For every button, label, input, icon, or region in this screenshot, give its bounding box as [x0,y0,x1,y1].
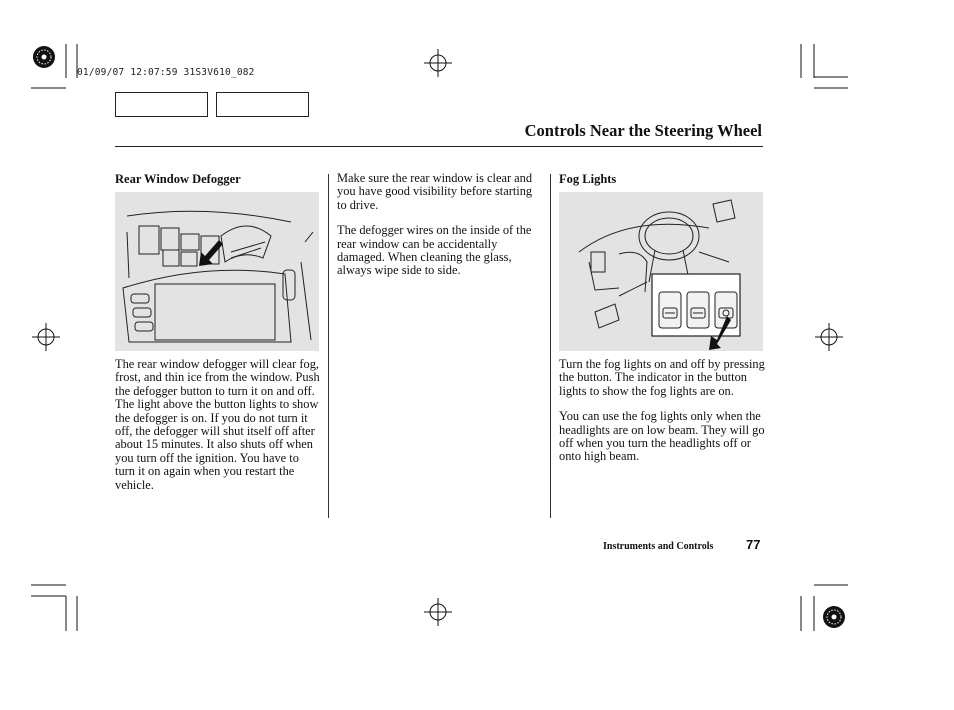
middle-column-text [337,172,541,290]
page-title: Controls Near the Steering Wheel [524,121,762,140]
column-divider-1 [328,174,329,518]
defogger-description: The rear window defogger will clear fog, frost, and thin ice from the window. Push the defogger button to turn it on and off. The light above the button lights to show the defogger is on. If you do not turn it off, the defogger will shut itself off after about 15 minutes. It also shuts off when you turn off the ignition. You have to turn it on again when you restart the vehicle. [115,357,320,492]
title-rule [115,146,763,147]
header-tab-box-1 [115,92,208,117]
fog-lights-heading: Fog Lights [559,172,617,186]
column-divider-2 [550,174,551,518]
fog-lights-figure [559,192,763,351]
fog-light-switch-illustration-icon [559,192,763,351]
header-tab-box-2 [216,92,309,117]
defogger-switch-illustration-icon [115,192,319,351]
defogger-heading: Rear Window Defogger [115,172,241,186]
page-number: 77 [746,537,761,552]
footer-section-label: Instruments and Controls [603,541,714,552]
fog-lights-condition-paragraph: You can use the fog lights only when the headlights are on low beam. They will go off when you turn the headlights off or onto high beam. [559,409,765,464]
fog-lights-text [559,358,765,476]
fog-lights-operation-paragraph: Turn the fog lights on and off by pressing the button. The indicator in the button lights to show the fog lights are on. [559,357,765,398]
defogger-wires-paragraph: The defogger wires on the inside of the rear window can be accidentally damaged. When cleaning the glass, always wipe side to side. [337,223,532,278]
defogger-figure [115,192,319,351]
visibility-paragraph: Make sure the rear window is clear and you have good visibility before starting to drive. [337,171,533,212]
print-stamp: 01/09/07 12:07:59 31S3V610_082 [77,67,255,78]
